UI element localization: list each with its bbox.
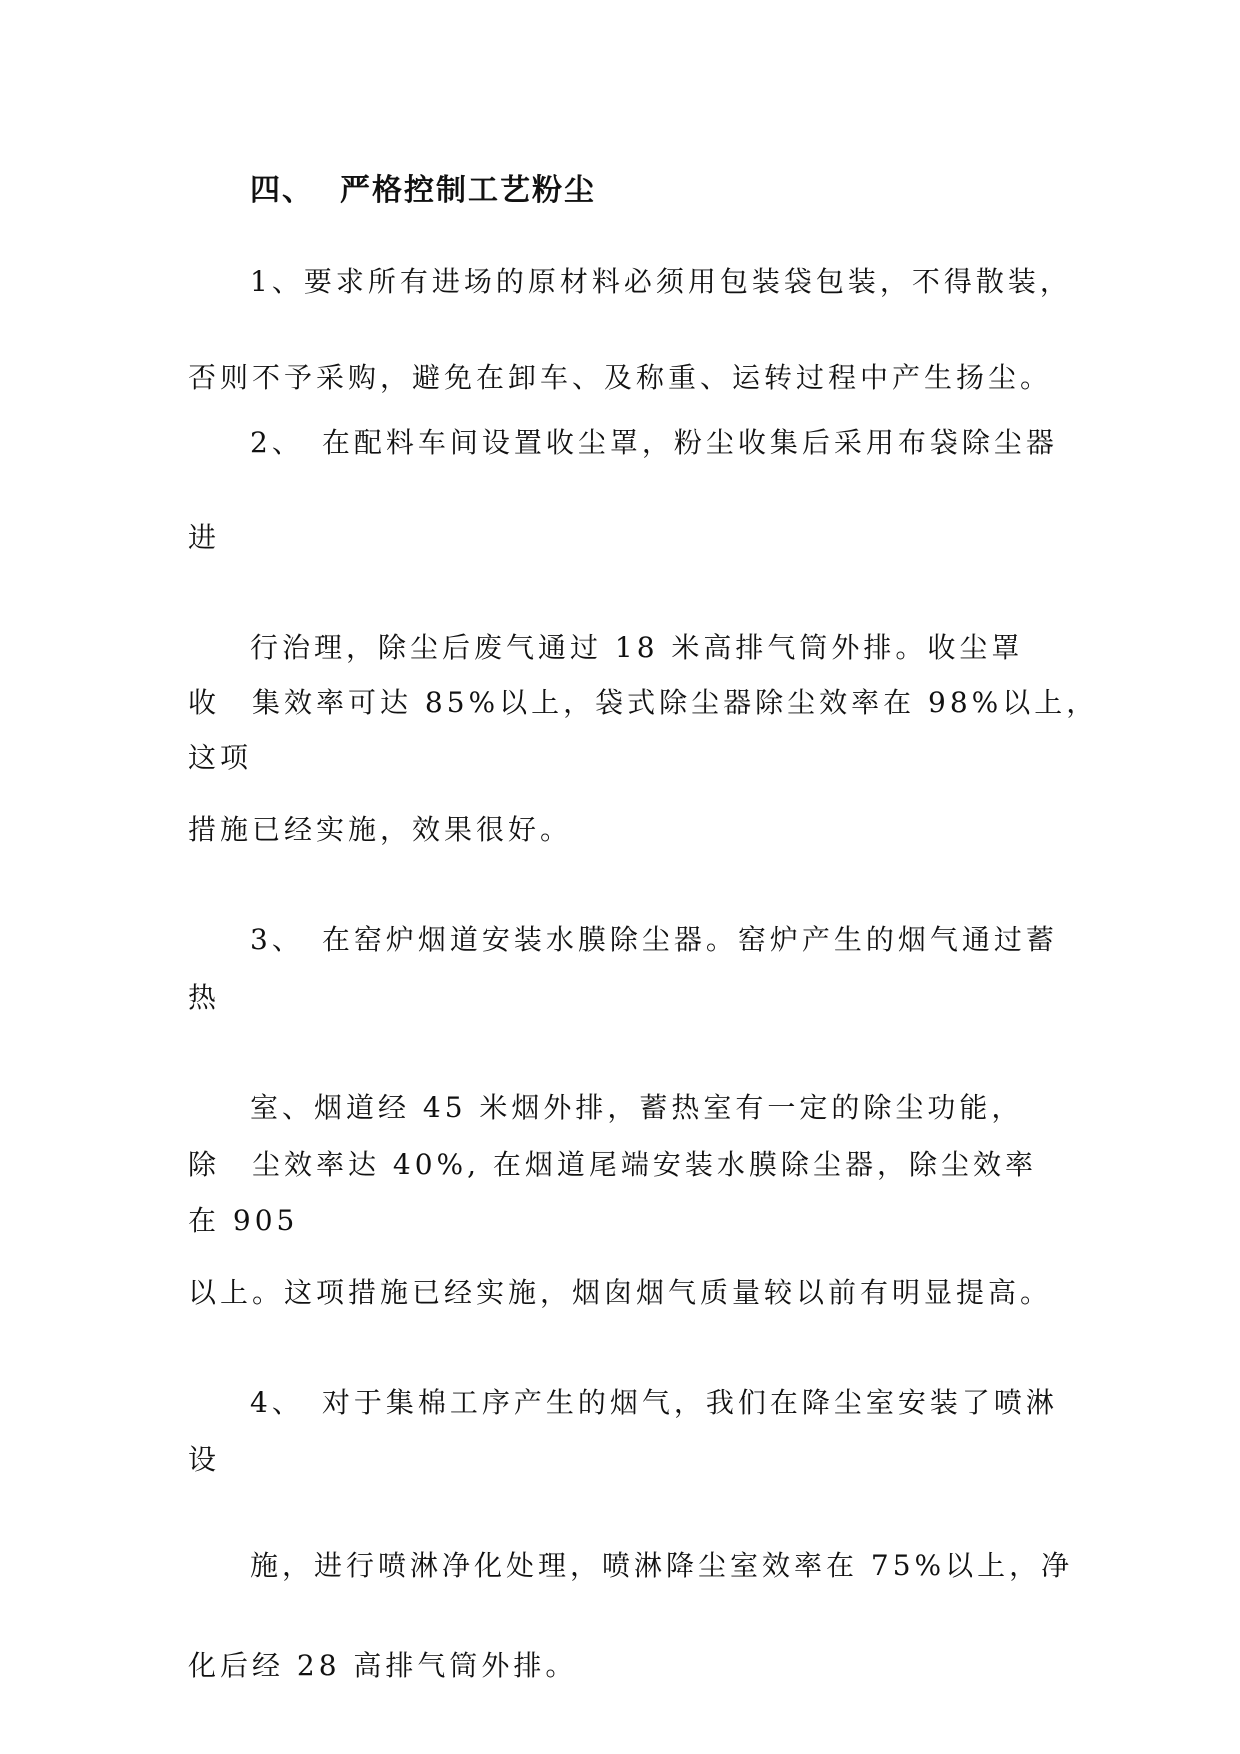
- section-title: 严格控制工艺粉尘: [340, 173, 596, 208]
- paragraph-line: 收 集效率可达 85%以上，袋式除尘器除尘效率在 98%以上，: [188, 686, 1099, 719]
- paragraph-line: 在 905: [188, 1204, 299, 1237]
- paragraph-line: 以上。这项措施已经实施，烟囱烟气质量较以前有明显提高。: [188, 1276, 1053, 1309]
- paragraph-line: 化后经 28 高排气筒外排。: [188, 1649, 578, 1682]
- paragraph-line: 3、 在窑炉烟道安装水膜除尘器。窑炉产生的烟气通过蓄: [250, 923, 1058, 956]
- paragraph-line: 4、 对于集棉工序产生的烟气，我们在降尘室安装了喷淋: [250, 1386, 1058, 1419]
- paragraph-line: 施，进行喷淋净化处理，喷淋降尘室效率在 75%以上，净: [250, 1549, 1074, 1582]
- paragraph-line: 热: [188, 981, 221, 1014]
- paragraph-line: 这项: [188, 741, 253, 774]
- paragraph-line: 室、烟道经 45 米烟外排，蓄热室有一定的除尘功能，: [250, 1091, 1024, 1124]
- paragraph-line: 否则不予采购，避免在卸车、及称重、运转过程中产生扬尘。: [188, 361, 1053, 394]
- paragraph-line: 行治理，除尘后废气通过 18 米高排气筒外排。收尘罩: [250, 631, 1024, 664]
- paragraph-line: 设: [188, 1443, 221, 1476]
- paragraph-line: 2、 在配料车间设置收尘罩，粉尘收集后采用布袋除尘器: [250, 426, 1058, 459]
- paragraph-line: 措施已经实施，效果很好。: [188, 813, 573, 846]
- paragraph-line: 除 尘效率达 40%, 在烟道尾端安装水膜除尘器，除尘效率: [188, 1148, 1037, 1181]
- section-number: 四、: [250, 173, 314, 208]
- paragraph-line: 1、要求所有进场的原材料必须用包装袋包装，不得散装，: [250, 265, 1072, 298]
- paragraph-line: 进: [188, 521, 221, 554]
